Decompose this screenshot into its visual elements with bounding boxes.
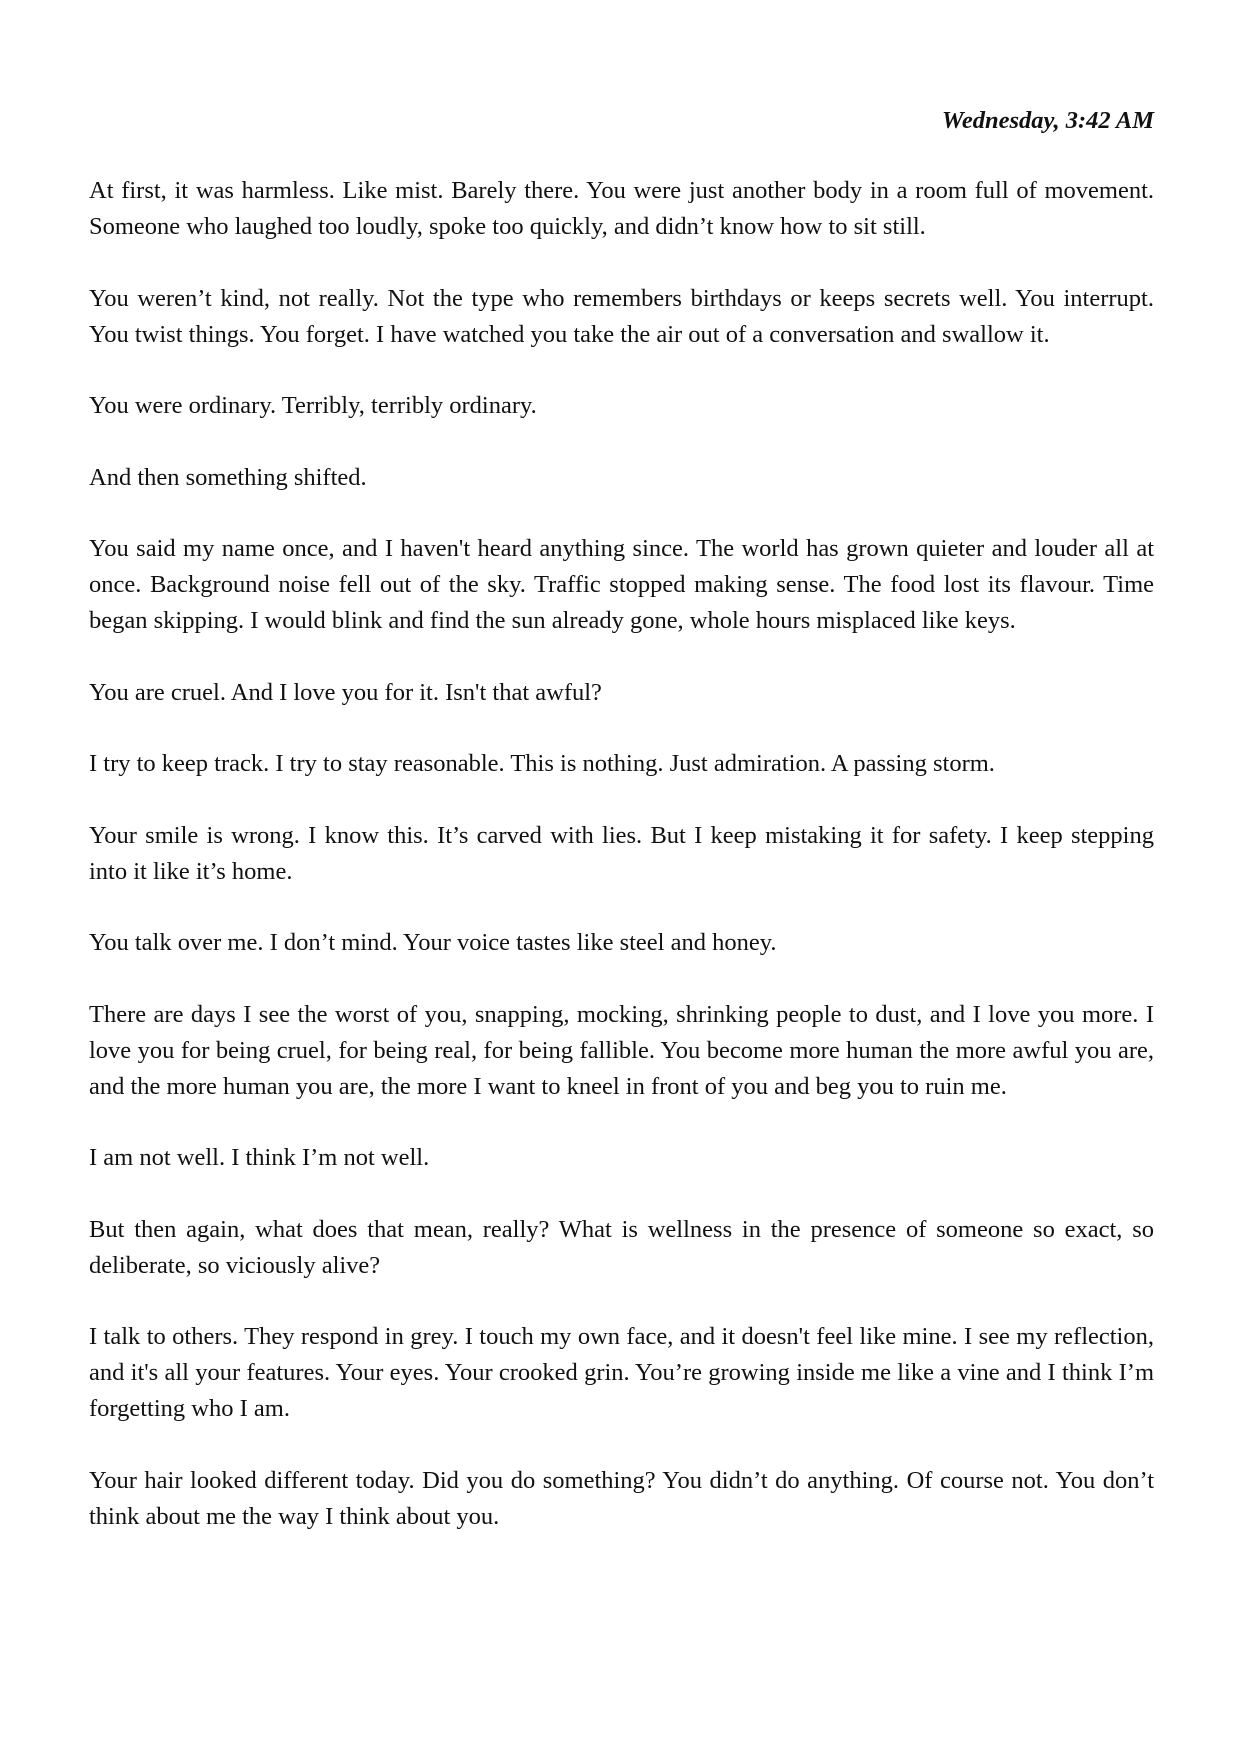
paragraph: And then something shifted. <box>89 463 367 491</box>
journal-entry <box>89 103 1154 1535</box>
paragraph: You said my name once, and I haven't heard anything since. The world has grown quieter and louder all at once. Background noise fell out of the sky. Traffic stopped making sense. The food lost its flavour. Time began skipping. I would blink and find the sun already gone, whole hours misplaced like keys. <box>89 535 1154 634</box>
paragraph: You weren’t kind, not really. Not the type who remembers birthdays or keeps secrets well. You interrupt. You twist things. You forget. I have watched you take the air out of a conversation and swallow it. <box>89 284 1154 348</box>
paragraph: You are cruel. And I love you for it. Isn't that awful? <box>89 678 602 706</box>
paragraph: You were ordinary. Terribly, terribly ordinary. <box>89 392 537 419</box>
paragraph: I am not well. I think I’m not well. <box>89 1144 430 1171</box>
paragraph: But then again, what does that mean, really? What is wellness in the presence of someone so exact, so deliberate, so viciously alive? <box>89 1215 1154 1279</box>
paragraph: I talk to others. They respond in grey. I touch my own face, and it doesn't feel like mine. I see my reflection, and it's all your features. Your eyes. Your crooked grin. You’re growing inside me like a vine and I think I’m forgetting who I am. <box>89 1323 1154 1422</box>
paragraph: At first, it was harmless. Like mist. Barely there. You were just another body in a room full of movement. Someone who laughed too loudly, spoke too quickly, and didn’t know how to sit still. <box>89 177 1154 240</box>
paragraph: Your hair looked different today. Did you do something? You didn’t do anything. Of course not. You don’t think about me the way I think about you. <box>89 1466 1154 1530</box>
paragraph: Your smile is wrong. I know this. It’s carved with lies. But I keep mistaking it for safety. I keep stepping into it like it’s home. <box>89 821 1154 885</box>
paragraph: There are days I see the worst of you, snapping, mocking, shrinking people to dust, and I love you more. I love you for being cruel, for being real, for being fallible. You become more human the more awful you are, and the more human you are, the more I want to kneel in front of you and beg you to ruin me. <box>89 1000 1154 1100</box>
entry-date: Wednesday, 3:42 AM <box>941 107 1154 134</box>
paragraph: You talk over me. I don’t mind. Your voice tastes like steel and honey. <box>89 929 777 956</box>
paragraph: I try to keep track. I try to stay reasonable. This is nothing. Just admiration. A passing storm. <box>89 750 995 777</box>
